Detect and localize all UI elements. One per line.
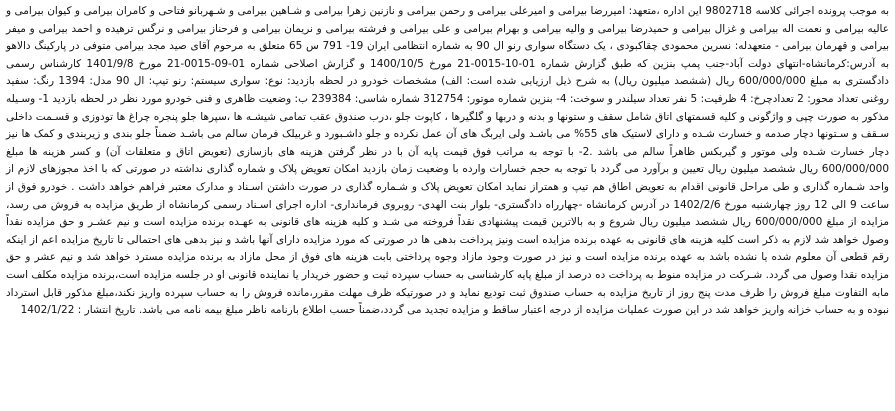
auction-notice-body-text: به موجب پرونده اجرائی کلاسه 9802718 این اداره ،متعهد: امیررضا بیرامی و امیرعلی بیرامی و رحمن بیرامی و نازنین زهرا بیرامی و شـاهین بیرامی و شـهربانو فتاحی و کامران بیرامی و کیوان بیرامی و عالیه بیرامی و نعمت اله بیرامی و غزال بیرامی و حمیدرضا بیرامی و والیه بیرامی و بهرام بیرامی و علی بیرامی و فرشته بیرامی و نریمان بیرامی و فرحناز بیرامی و نرگس ترهیده و احمد بیرامی و میفر بیرامی و قهرمان بیرامی - متعهدله: نسرین محمودی چقاکبودی ، یک دستگاه سواری رنو ال 90 به شماره انتظامی ایران 19- 791 س 65 متعلق به مرحوم آقای صید مجد بیرامی متوفی در پارکینگ دالاهو به آدرس:کرمانشاه-انتهای دولت آباد-جنب پمپ بنزین که طبق گزارش شماره 01-10-0015-21 مورخ 1400/10/5 و گزارش اصلاحی شماره 01-09-0015-21 مورخ 1401/9/8 کارشناس رسمی دادگستری به مبلغ 600/000/000 ریال (ششصد میلیون ریال) به شرح ذیل ارزیابی شده است: الف) مشخصات خودرو در لحظه بازدید: نوع: سواری سیستم: رنو تیپ: ال 90 مدل: 1394 رنگ: سفید روغنی تعداد محور: 2 تعدادچرخ: 4 ظرفیت: 5 نفر تعداد سیلندر و سوخت: 4- بنزین شماره موتور: 312754 شماره شاسی: 239384 ب: وضعیت ظاهری و فنی خودرو مورد نظر در لحظه بازدید 1- وسـیله مذکور به صورت چپی و واژگونی و کلیه قسمتهای اتاق شامل سقف و ستونها و بدنه و دربها و گلگیرها ، کاپوت جلو ،درب صندوق عقب تمامی شیشـه ها ،سپرها جلو پنجره چراغ ها تودوزی و قسـمت داخلی سـقف و سـتونها دچار صدمه و خسارت شـده و دارای لاستیک های 55% می باشـد ولی ایربگ های آن عمل نکرده و جلو داشـبورد و غربیلک فرمان سالم می باشـد ضمناً جلو بندی و زیربندی و کمک ها نیز دچار خسارت شـده ولی موتور و گیربکس ظاهراً سالم می باشد .2- با توجه به مراتب فوق قیمت پایه آن با در نظر گرفتن هزینه های بازسازی (تعویض اتاق و متعلقات آن) و کسر هزینه ها مبلغ 600/000/000 ریال ششصد میلیون ریال تعیین و برآورد می گردد با توجه به حجم خسارات وارده با وضعیت زمان بازدید امکان تعویض پلاک و شماره گذاری نداشته در صورتی که با اخذ مجوزهای لازم از واحد شـماره گذاری و طی مراحل قانونی اقدام به تعویض اطاق هم تیپ و همتراز نماید امکان تعویض پلاک و شـماره گذاری در صورت داشتن اسـناد و مدارک معتبر فراهم خواهد داشت . خودرو فوق از ساعت 9 الی 12 روز چهارشنبه مورخ 1402/2/6 در آدرس کرمانشاه -چهارراه دادگستری- بلوار بنت الهدی- روبروی فرمانداری- اداره اجرای اسـناد رسمی کرمانشاه از طریق مزایده به فروش می رسد، مزایده از مبلغ 600/000/000 ریال ششصد میلیون ریال شروع و به بالاترین قیمت پیشنهادی نقداً فروخته می شـد و کلیه هزینه های قانونی به عهـده برنده مزایده است و نیم عشـر و حق مزایده نقداً وصول خواهد شد لازم به ذکر است کلیه هزینه های قانونی به عهده برنده مزایده است ونیز پرداخت بدهی ها در صورتی که مورد مزایده دارای آنها باشد و نیز بدهی های احتمالی تا تاریخ مزایده اعم از اینکه رقم قطعی آن معلوم شده یا نشده باشد به عهده برنده مزایده است و نیز در صورت وجود مازاد وجوه پرداختی بابت هزینه های فوق از محل مازاد به برنده مزایده مسترد خواهد شد و نیم عشر و حق مزایده نقدا وصول می گردد. شـرکت در مزایده منوط به پرداخت ده درصد از مبلغ پایه کارشناسی به حساب سپرده ثبت و حضور خریدار یا نماینده قانونی او در جلسه مزایده است،برنده مزایده مکلف است مابه التفاوت مبلغ فروش را ظرف مدت پنج روز از تاریخ مزایده به حساب صندوق ثبت تودیع نماید و در صورتیکه ظرف مهلت مقرر،مانده فروش را به حساب سپرده واریز نکند،مبلغ مذکور قابل استرداد نبوده و به حساب خزانه واریز خواهد شد در این صورت عملیات مزایده از درجه اعتبار ساقط و مزایده تجدید می گردد،ضمناً حسب اطلاع بارنامه ناظر مبلغ بیمه نامه می باشد. تاریخ انتشار : 1402/1/22 [6, 5, 890, 317]
